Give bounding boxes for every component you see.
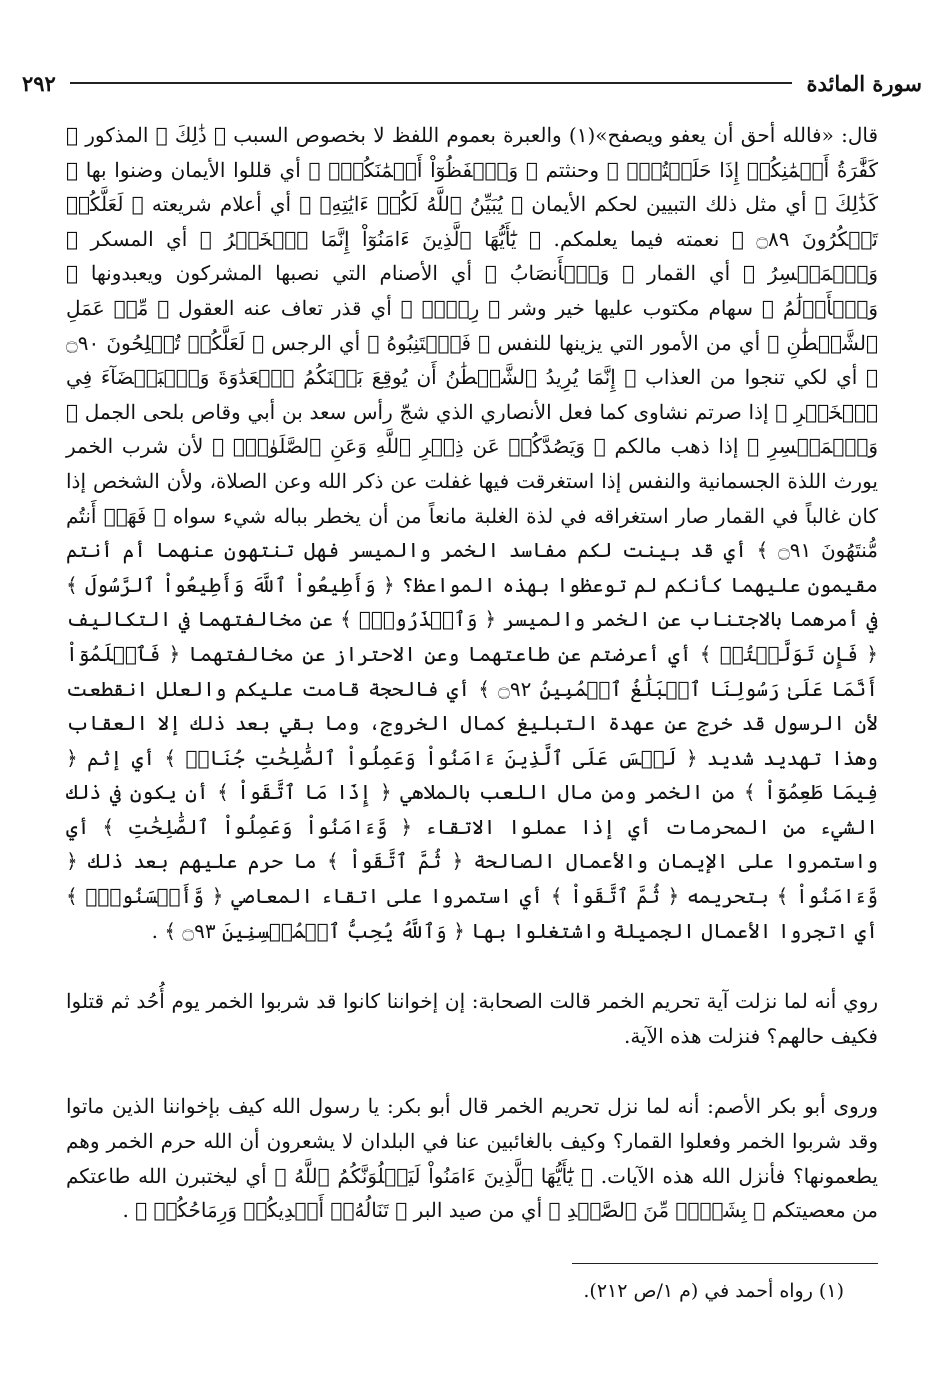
paragraph-gap xyxy=(66,1053,878,1089)
running-header xyxy=(22,66,922,100)
commentary-paragraph: قال: «فالله أحق أن يعفو ويصفح»(١) والعبرة بعموم اللفظ لا بخصوص السبب ﴿ ذَٰلِكَ ﴾ المذكور ﴿ كَفَّٰرَةُ أَيۡمَٰنِكُمۡ إِذَا حَلَفۡتُمۡۚ ﴾ وحنثتم ﴿ وَٱحۡفَظُوٓاْ أَيۡمَٰنَكُمۡۚ ﴾ أي قللوا الأيمان وضنوا بها ﴿ كَذَٰلِكَ ﴾ أي مثل ذلك التبيين لحكم الأيمان ﴿ يُبَيِّنُ ٱللَّهُ لَكُمۡ ءَايَٰتِهِۦ ﴾ أي أعلام شريعته ﴿ لَعَلَّكُمۡ تَشۡكُرُونَ ۝٨٩ ﴾ نعمته فيما يعلمكم. ﴿ يَٰٓأَيُّهَا ٱلَّذِينَ ءَامَنُوٓاْ إِنَّمَا ٱلۡخَمۡرُ ﴾ أي المسكر ﴿ وَٱلۡمَيۡسِرُ ﴾ أي القمار ﴿ وَٱلۡأَنصَابُ ﴾ أي الأصنام التي نصبها المشركون ويعبدونها ﴿ وَٱلۡأَزۡلَٰمُ ﴾ سهام مكتوب عليها خير وشر ﴿ رِجۡسٞ ﴾ أي قذر تعاف عنه العقول ﴿ مِّنۡ عَمَلِ ٱلشَّيۡطَٰنِ ﴾ أي من الأمور التي يزينها للنفس ﴿ فَٱجۡتَنِبُوهُ ﴾ أي الرجس ﴿ لَعَلَّكُمۡ تُفۡلِحُونَ ۝٩٠ ﴾ أي لكي تنجوا من العذاب ﴿ إِنَّمَا يُرِيدُ ٱلشَّيۡطَٰنُ أَن يُوقِعَ بَيۡنَكُمُ ٱلۡعَدَٰوَةَ وَٱلۡبَغۡضَآءَ فِي ٱلۡخَمۡرِ ﴾ إذا صرتم نشاوى كما فعل الأنصاري الذي شجّ رأس سعد بن أبي وقاص بلحى الجمل ﴿ وَٱلۡمَيۡسِرِ ﴾ إذا ذهب مالكم ﴿ وَيَصُدَّكُمۡ عَن ذِكۡرِ ٱللَّهِ وَعَنِ ٱلصَّلَوٰةِۖ ﴾ لأن شرب الخمر يورث اللذة الجسمانية والنفس إذا استغرقت فيها غفلت عن ذكر الله وعن الصلاة، ولأن الشخص إذا كان غالباً في القمار صار استغراقه في لذة الغلبة مانعاً من أن يخطر بباله شيء سواه ﴿ فَهَلۡ أَنتُم مُّنتَهُونَ ۝٩١ ﴾ أي قد بينت لكم مفاسد الخمر والميسر فهل تنتهون عنهما أم أنتم مقيمون عليهما كأنكم لم توعظوا بهذه المواعظ؟ ﴿ وَأَطِيعُواْ ٱللَّهَ وَأَطِيعُواْ ٱلرَّسُولَ ﴾ في أمرهما بالاجتناب عن الخمر والميسر ﴿ وَٱحۡذَرُواْۚ ﴾ عن مخالفتهما في التكاليف ﴿ فَإِن تَوَلَّيۡتُمۡ ﴾ أي أعرضتم عن طاعتهما وعن الاحتراز عن مخالفتهما ﴿ فَٱعۡلَمُوٓاْ أَنَّمَا عَلَىٰ رَسُولِنَا ٱلۡبَلَٰغُ ٱلۡمُبِينُ ۝٩٢ ﴾ أي فالحجة قامت عليكم والعلل انقطعت لأن الرسول قد خرج عن عهدة التبليغ كمال الخروج، وما بقي بعد ذلك إلا العقاب وهذا تهديد شديد ﴿ لَيۡسَ عَلَى ٱلَّذِينَ ءَامَنُواْ وَعَمِلُواْ ٱلصَّٰلِحَٰتِ جُنَاحٞ ﴾ أي إثم ﴿ فِيمَا طَعِمُوٓاْ ﴾ من الخمر ومن مال اللعب بالملاهي ﴿ إِذَا مَا ٱتَّقَواْ ﴾ أن يكون في ذلك الشيء من المحرمات أي إذا عملوا الاتقاء ﴿ وَّءَامَنُواْ وَعَمِلُواْ ٱلصَّٰلِحَٰتِ ﴾ أي واستمروا على الإيمان والأعمال الصالحة ﴿ ثُمَّ ٱتَّقَواْ ﴾ ما حرم عليهم بعد ذلك ﴿ وَّءَامَنُواْ ﴾ بتحريمه ﴿ ثُمَّ ٱتَّقَواْ ﴾ أي استمروا على اتقاء المعاصي ﴿ وَّأَحۡسَنُواْۚ ﴾ أي اتجروا الأعمال الجميلة واشتغلوا بها ﴿ وَٱللَّهُ يُحِبُّ ٱلۡمُحۡسِنِينَ ۝٩٣ ﴾ . xyxy=(66,123,878,943)
header-rule xyxy=(70,82,793,84)
narration-paragraph: روي أنه لما نزلت آية تحريم الخمر قالت الصحابة: إن إخواننا كانوا قد شربوا الخمر يوم أُحُد ثم قتلوا فكيف حالهم؟ فنزلت هذه الآية. xyxy=(66,989,878,1048)
footnote: (١) رواه أحمد في (م ١/ص ٢١٢). xyxy=(583,1280,844,1302)
narration-paragraph: وروى أبو بكر الأصم: أنه لما نزل تحريم الخمر قال أبو بكر: يا رسول الله كيف بإخواننا الذين ماتوا وقد شربوا الخمر وفعلوا القمار؟ وكيف بالغائبين عنا في البلدان لا يشعرون أن الله حرم الخمر وهم يطعمونها؟ فأنزل الله هذه الآيات. ﴿ يَٰٓأَيُّهَا ٱلَّذِينَ ءَامَنُواْ لَيَبۡلُوَنَّكُمُ ٱللَّهُ ﴾ أي ليختبرن الله طاعتكم من معصيتكم ﴿ بِشَيۡءٖ مِّنَ ٱلصَّيۡدِ ﴾ أي من صيد البر ﴿ تَنَالُهُۥٓ أَيۡدِيكُمۡ وَرِمَاحُكُمۡ ﴾ . xyxy=(66,1094,878,1223)
surah-title: سورة المائدة xyxy=(806,70,922,96)
paragraph-gap xyxy=(66,948,878,984)
page-number: ٢٩٢ xyxy=(22,70,56,96)
body-text xyxy=(66,118,878,1228)
footnote-rule xyxy=(572,1263,878,1264)
